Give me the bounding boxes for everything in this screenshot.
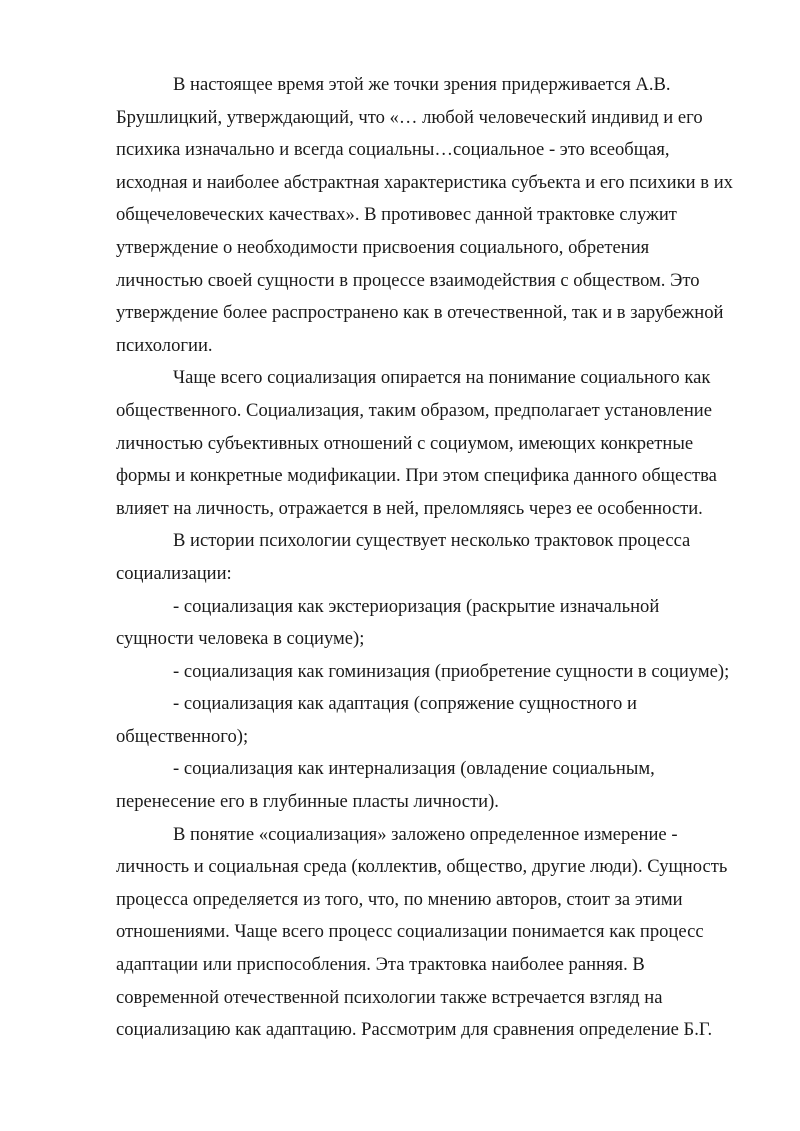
text-line: личностью своей сущности в процессе взаимодействия с обществом. Это xyxy=(116,269,700,291)
text-line: В настоящее время этой же точки зрения придерживается А.В. xyxy=(173,74,671,95)
text-line: общественного); xyxy=(116,725,249,747)
text-line: адаптации или приспособления. Эта трактовка наиболее ранняя. В xyxy=(116,954,645,976)
text-line: личность и социальная среда (коллектив, общество, другие люди). Сущность xyxy=(116,856,728,878)
paragraph xyxy=(116,688,746,753)
text-line: влияет на личность, отражается в ней, преломляясь через ее особенности. xyxy=(116,497,703,519)
paragraph xyxy=(116,753,746,818)
text-line: общественного. Социализация, таким образом, предполагает установление xyxy=(116,399,712,421)
text-line: - социализация как интернализация (овладение социальным, xyxy=(173,758,655,780)
text-line: Брушлицкий, утверждающий, что «… любой человеческий индивид и его xyxy=(116,106,703,128)
text-line: личностью субъективных отношений с социумом, имеющих конкретные xyxy=(116,432,694,454)
paragraph xyxy=(116,525,746,590)
text-line: психика изначально и всегда социальны…социальное - это всеобщая, xyxy=(116,139,670,161)
text-line: общечеловеческих качествах». В противовес данной трактовке служит xyxy=(116,204,677,226)
text-line: Чаще всего социализация опирается на понимание социального как xyxy=(173,367,711,389)
text-line: сущности человека в социуме); xyxy=(116,628,365,650)
text-line: исходная и наиболее абстрактная характеристика субъекта и его психики в их xyxy=(116,171,733,193)
paragraph xyxy=(116,362,746,525)
text-line: процесса определяется из того, что, по мнению авторов, стоит за этими xyxy=(116,888,683,910)
text-line: перенесение его в глубинные пласты личности). xyxy=(116,791,499,813)
text-line: В понятие «социализация» заложено определенное измерение - xyxy=(173,823,678,845)
text-line: В истории психологии существует несколько трактовок процесса xyxy=(173,530,691,552)
paragraph xyxy=(116,819,746,1047)
document-body xyxy=(116,69,746,1047)
paragraph xyxy=(116,69,746,362)
text-line: - социализация как адаптация (сопряжение сущностного и xyxy=(173,693,637,715)
text-line: современной отечественной психологии также встречается взгляд на xyxy=(116,986,663,1008)
text-line: отношениями. Чаще всего процесс социализации понимается как процесс xyxy=(116,921,704,943)
text-line: формы и конкретные модификации. При этом специфика данного общества xyxy=(116,465,717,487)
paragraph xyxy=(116,591,746,656)
text-line: - социализация как гоминизация (приобретение сущности в социуме); xyxy=(173,660,730,682)
text-line: утверждение о необходимости присвоения социального, обретения xyxy=(116,236,650,258)
text-line: психологии. xyxy=(116,334,213,356)
paragraph xyxy=(116,656,746,689)
text-line: социализацию как адаптацию. Рассмотрим для сравнения определение Б.Г. xyxy=(116,1019,713,1041)
text-line: утверждение более распространено как в отечественной, так и в зарубежной xyxy=(116,302,724,324)
text-line: социализации: xyxy=(116,562,232,584)
text-line: - социализация как экстериоризация (раскрытие изначальной xyxy=(173,595,660,617)
